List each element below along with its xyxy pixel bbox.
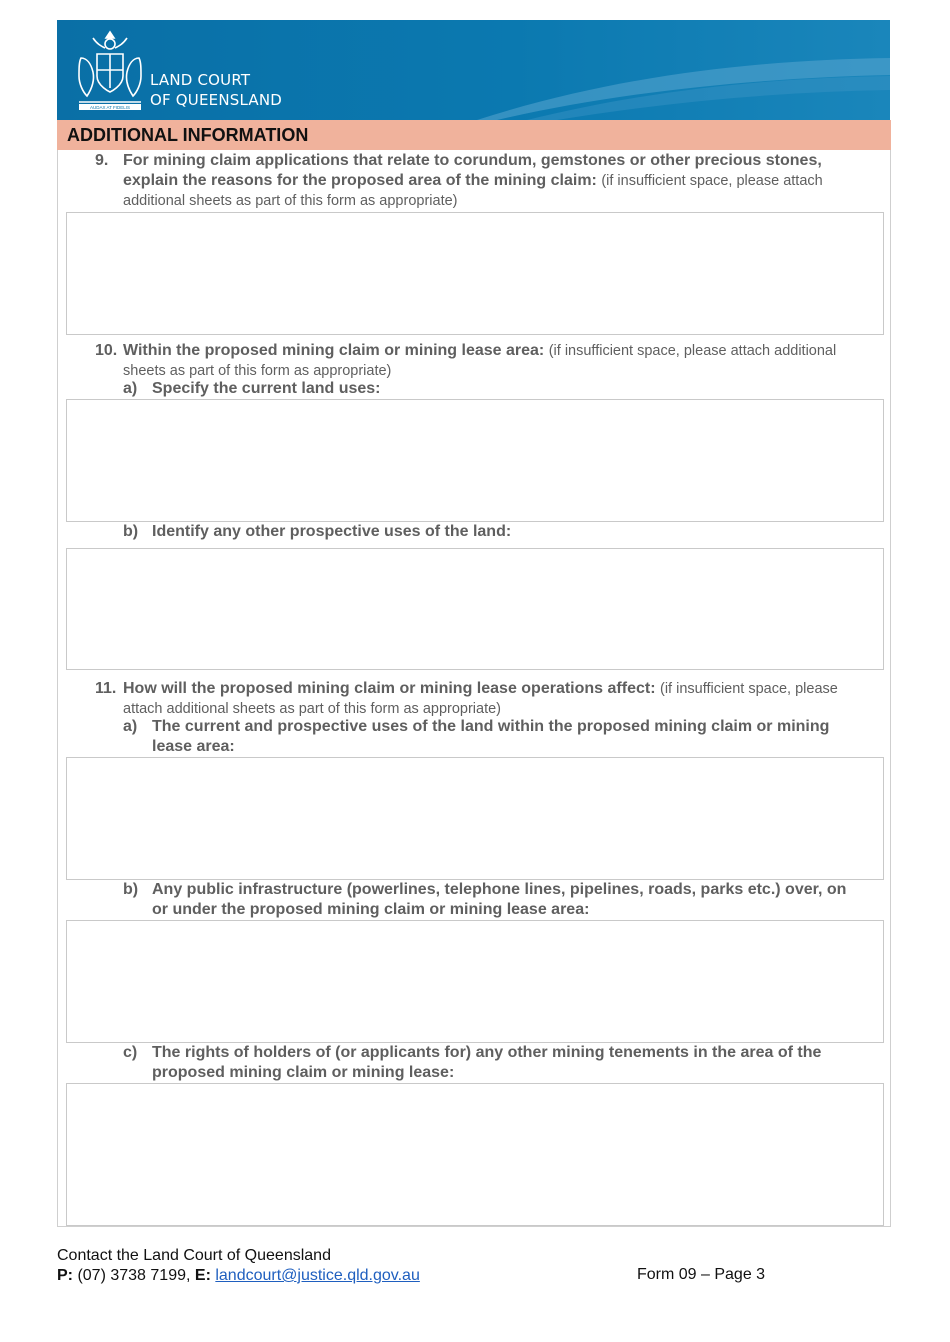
part-label: a) — [123, 380, 138, 397]
question-number: 10. — [95, 342, 118, 359]
question-hint: (if insufficient space, please attach additional sheets as part of this form as appropriate) — [123, 343, 837, 379]
question-hint: (if insufficient space, please attach additional sheets as part of this form as appropriate) — [123, 173, 823, 209]
q11-part-a — [123, 717, 863, 757]
court-name-line1: LAND COURT — [150, 71, 251, 89]
part-text: Any public infrastructure (powerlines, telephone lines, pipelines, roads, parks etc.) over, on or under the proposed mining claim or mining lease area: — [152, 881, 847, 918]
part-label: a) — [123, 718, 138, 735]
question-10 — [95, 341, 870, 381]
question-9 — [95, 151, 870, 211]
footer-contact — [57, 1246, 420, 1286]
q11a-answer-field[interactable] — [66, 757, 884, 880]
part-text: The rights of holders of (or applicants for) any other mining tenements in the area of the proposed mining claim or mining lease: — [152, 1044, 822, 1081]
question-number: 9. — [95, 152, 109, 169]
page-number: Form 09 – Page 3 — [637, 1266, 766, 1283]
q11-part-b — [123, 880, 863, 920]
footer-contact-line — [57, 1266, 420, 1286]
q10b-answer-field[interactable] — [66, 548, 884, 670]
section-header — [57, 120, 891, 150]
q10-part-b — [123, 522, 863, 542]
question-text: How will the proposed mining claim or mining lease operations affect: — [123, 680, 656, 697]
part-text: The current and prospective uses of the land within the proposed mining claim or mining lease area: — [152, 718, 830, 755]
q10a-answer-field[interactable] — [66, 399, 884, 522]
part-label: b) — [123, 881, 139, 898]
question-text: Within the proposed mining claim or mining lease area: — [123, 342, 545, 359]
question-11 — [95, 679, 870, 719]
section-title: ADDITIONAL INFORMATION — [67, 125, 309, 145]
q11b-answer-field[interactable] — [66, 920, 884, 1043]
question-hint: (if insufficient space, please attach additional sheets as part of this form as appropriate) — [123, 681, 838, 717]
email-link[interactable]: landcourt@justice.qld.gov.au — [215, 1267, 420, 1284]
footer-contact-title: Contact the Land Court of Queensland — [57, 1247, 331, 1264]
header-banner — [57, 20, 890, 120]
part-label: c) — [123, 1044, 138, 1061]
question-number: 11. — [95, 680, 117, 697]
q10-part-a — [123, 379, 863, 399]
q9-answer-field[interactable] — [66, 212, 884, 335]
court-name-line2: OF QUEENSLAND — [150, 91, 283, 109]
crest-motto: AUDAX AT FIDELIS — [89, 105, 131, 110]
qld-coat-of-arms-icon — [71, 28, 149, 112]
q11c-answer-field[interactable] — [66, 1083, 884, 1226]
phone-label: P: — [57, 1267, 73, 1284]
part-text: Specify the current land uses: — [152, 380, 381, 397]
part-label: b) — [123, 523, 139, 540]
q11-part-c — [123, 1043, 863, 1083]
question-text: For mining claim applications that relate to corundum, gemstones or other precious stones, explain the reasons for the proposed area of the mining claim: — [123, 152, 822, 189]
email-label: E: — [194, 1267, 211, 1284]
phone-number: (07) 3738 7199, — [77, 1267, 191, 1284]
court-name-logo — [150, 70, 282, 110]
part-text: Identify any other prospective uses of the land: — [152, 523, 512, 540]
